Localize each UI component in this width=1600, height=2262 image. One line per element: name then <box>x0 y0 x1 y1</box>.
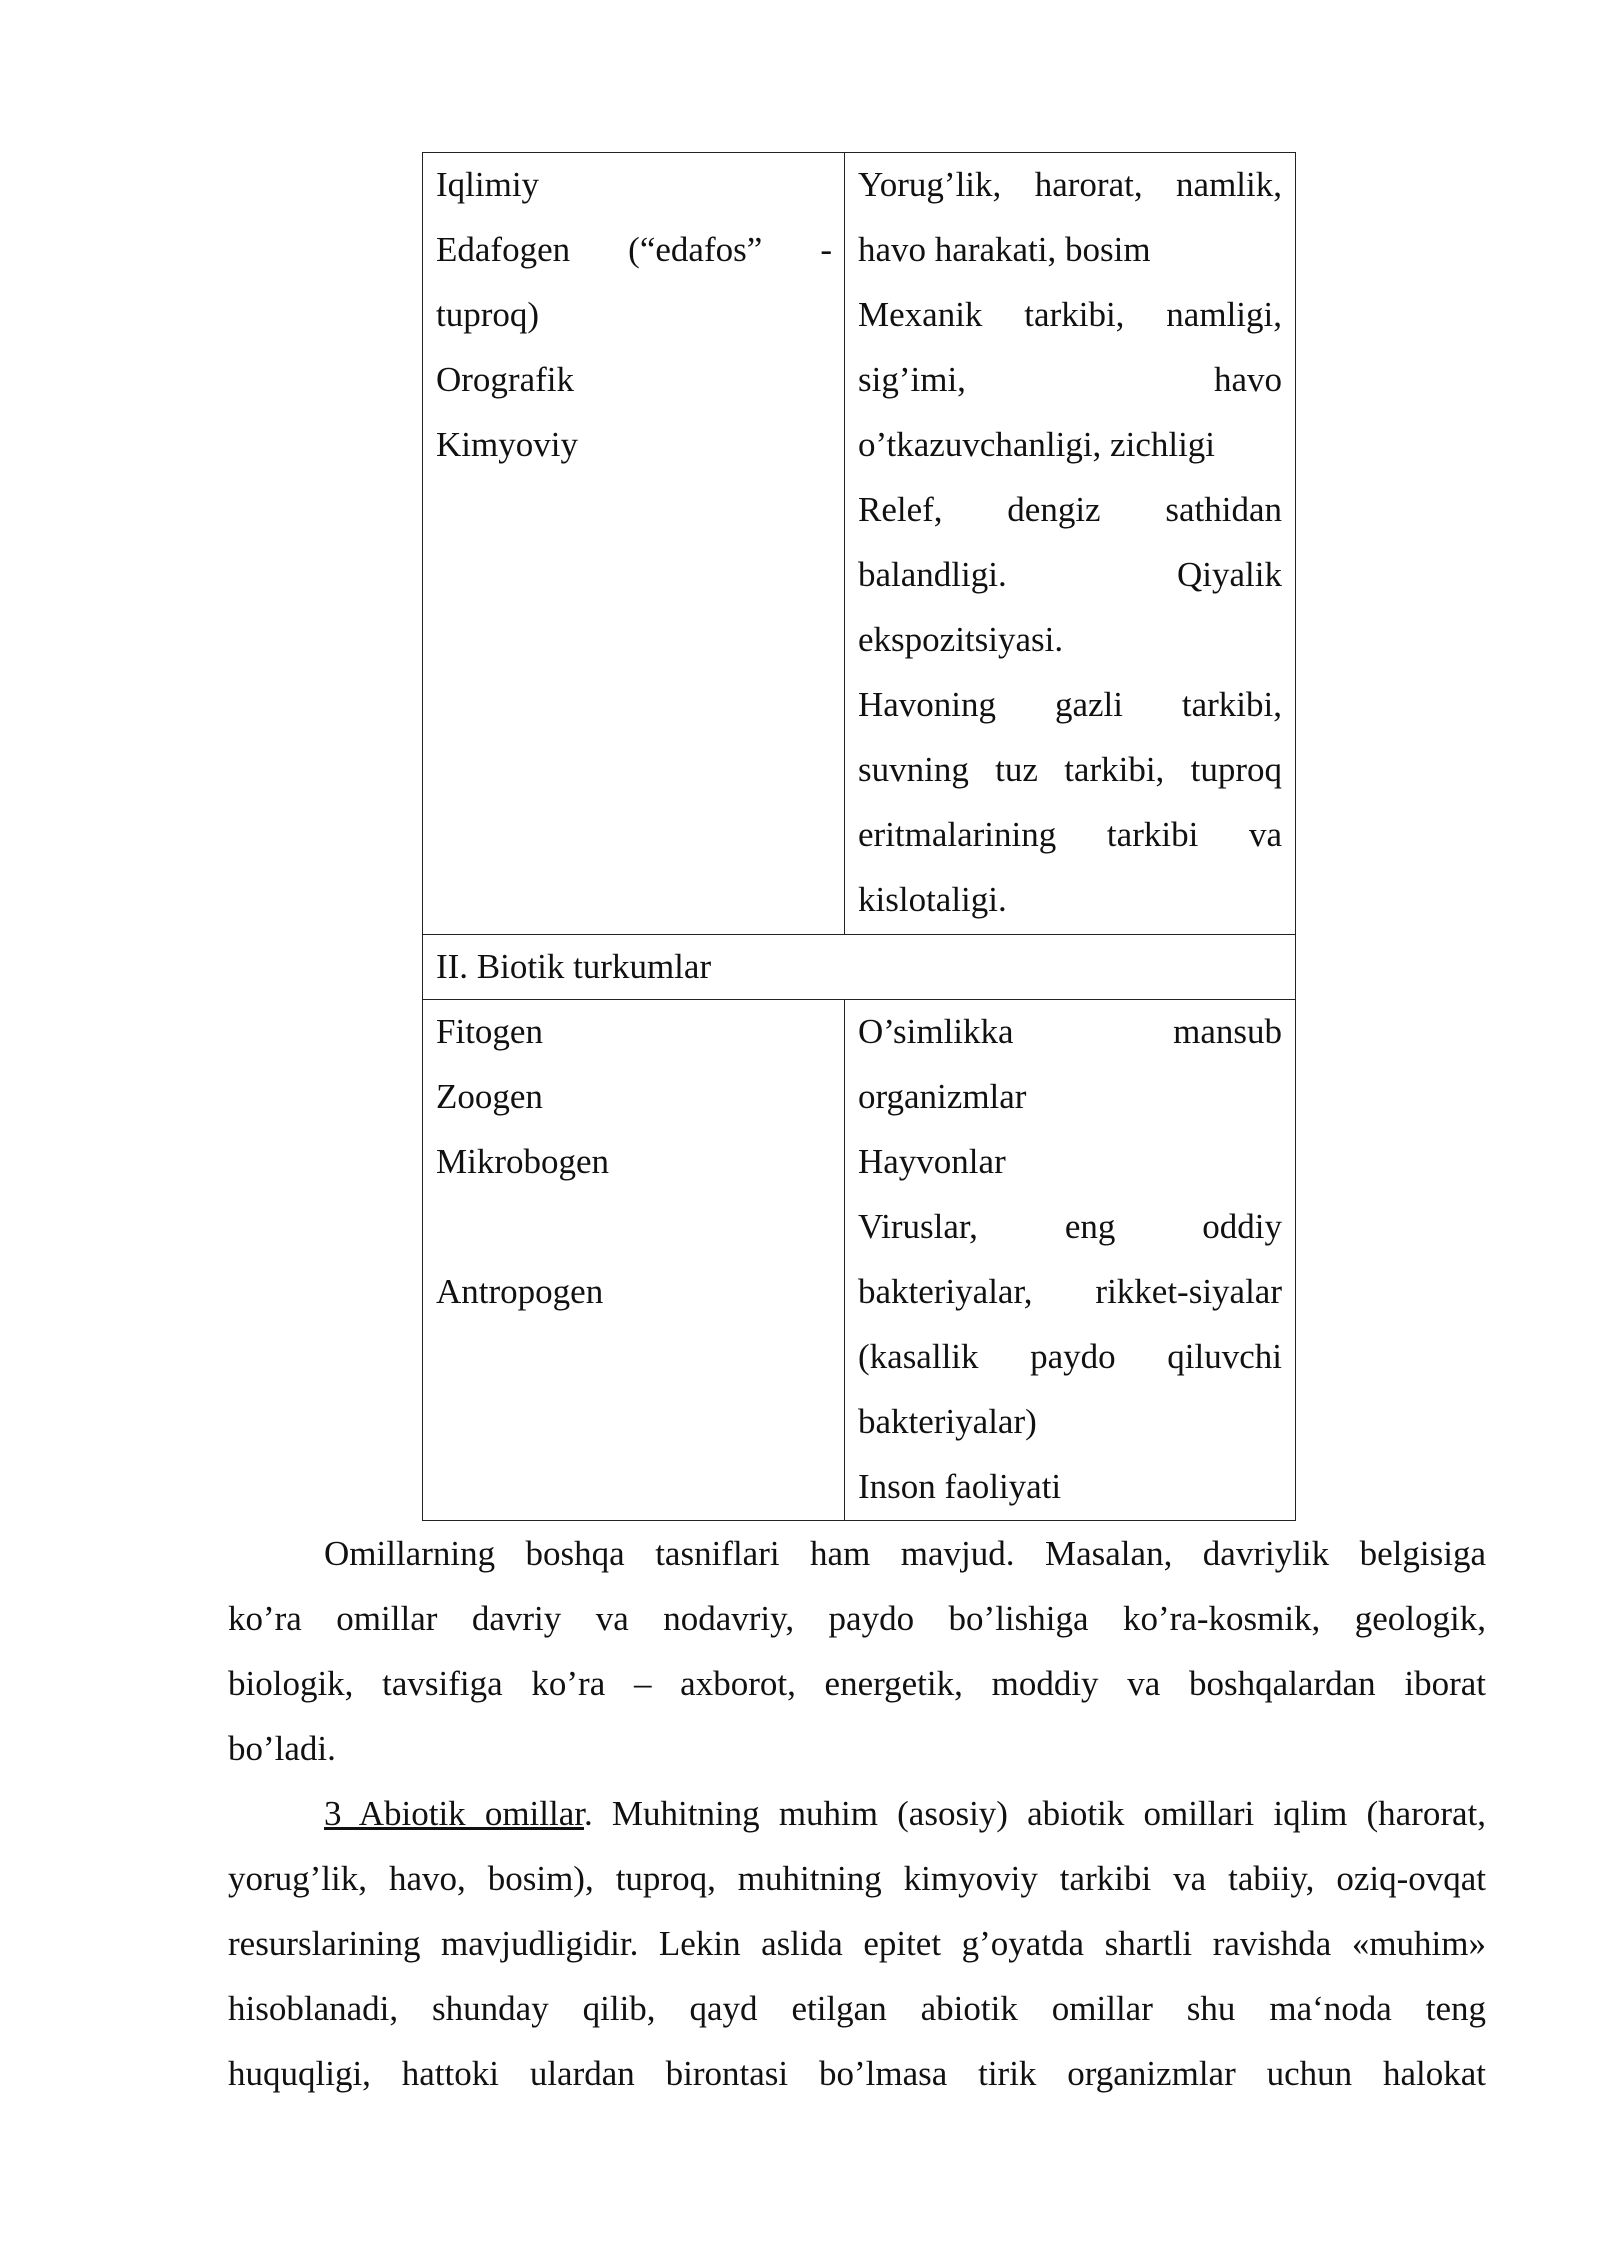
column-divider-top <box>844 152 845 934</box>
table-cell-text: ekspozitsiyasi. <box>858 620 1064 659</box>
paragraph-abiotic-factors <box>228 1781 1486 2106</box>
table-cell-text: organizmlar <box>858 1077 1027 1116</box>
paragraph-line <box>228 1781 1486 1846</box>
paragraph-line: hisoblanadi, shunday qilib, qayd etilgan abiotik omillar shu ma‘noda teng <box>228 1989 1486 2028</box>
paragraph-line: huquqligi, hattoki ulardan birontasi bo’lmasa tirik organizmlar uchun halokat <box>228 2054 1486 2093</box>
biotic-header-text: II. Biotik turkumlar <box>436 947 712 986</box>
paragraph-line: bo’ladi. <box>228 1729 336 1768</box>
table-cell-text: Kimyoviy <box>436 425 578 464</box>
column-divider-bottom <box>844 999 845 1521</box>
biotic-factor-descriptions <box>858 999 1282 1519</box>
table-cell-text: Orografik <box>436 360 575 399</box>
biotic-header-row <box>436 934 1276 999</box>
table-cell-text: Relef, dengiz sathidan <box>858 490 1282 529</box>
factors-table <box>422 152 1296 1521</box>
biotic-factor-names <box>436 999 832 1324</box>
table-cell-text: Havoning gazli tarkibi, <box>858 685 1282 724</box>
table-cell-text: kislotaligi. <box>858 880 1007 919</box>
section-heading: 3 Abiotik omillar <box>324 1794 584 1833</box>
table-cell-text: Zoogen <box>436 1077 543 1116</box>
abiotic-factor-descriptions <box>858 152 1282 932</box>
table-cell-text: tuproq) <box>436 295 540 334</box>
abiotic-factor-names <box>436 152 832 477</box>
paragraph-other-classifications <box>228 1521 1486 1781</box>
table-cell-text: sig’imi, havo <box>858 360 1282 399</box>
table-cell-text: o’tkazuvchanligi, zichligi <box>858 425 1216 464</box>
table-cell-text: havo harakati, bosim <box>858 230 1151 269</box>
paragraph-line: yorug’lik, havo, bosim), tuproq, muhitning kimyoviy tarkibi va tabiiy, oziq-ovqat <box>228 1859 1486 1898</box>
table-cell-text: Yorug’lik, harorat, namlik, <box>858 165 1282 204</box>
table-cell-text: bakteriyalar) <box>858 1402 1037 1441</box>
table-cell-text: Iqlimiy <box>436 165 540 204</box>
table-cell-text: Fitogen <box>436 1012 543 1051</box>
table-cell-text: Hayvonlar <box>858 1142 1006 1181</box>
table-cell-text: eritmalarining tarkibi va <box>858 815 1282 854</box>
table-cell-text: Viruslar, eng oddiy <box>858 1207 1282 1246</box>
paragraph-line: resurslarining mavjudligidir. Lekin aslida epitet g’oyatda shartli ravishda «muhim» <box>228 1924 1486 1963</box>
table-cell-text: balandligi. Qiyalik <box>858 555 1282 594</box>
paragraph-line: Omillarning boshqa tasniflari ham mavjud. Masalan, davriylik belgisiga <box>324 1534 1486 1573</box>
table-cell-text: Inson faoliyati <box>858 1467 1062 1506</box>
table-cell-text: suvning tuz tarkibi, tuproq <box>858 750 1282 789</box>
table-cell-text <box>436 1194 832 1259</box>
paragraph-line: ko’ra omillar davriy va nodavriy, paydo bo’lishiga ko’ra-kosmik, geologik, <box>228 1599 1486 1638</box>
paragraph-line: biologik, tavsifiga ko’ra – axborot, energetik, moddiy va boshqalardan iborat <box>228 1664 1486 1703</box>
table-cell-text: Antropogen <box>436 1272 604 1311</box>
table-cell-text: Mexanik tarkibi, namligi, <box>858 295 1282 334</box>
table-cell-text: bakteriyalar, rikket-siyalar <box>858 1272 1282 1311</box>
table-cell-text: Edafogen (“edafos” - <box>436 230 832 269</box>
table-cell-text: O’simlikka mansub <box>858 1012 1282 1051</box>
paragraph-text: . Muhitning muhim (asosiy) abiotik omillari iqlim (harorat, <box>583 1794 1486 1833</box>
table-cell-text: Mikrobogen <box>436 1142 610 1181</box>
table-cell-text: (kasallik paydo qiluvchi <box>858 1337 1282 1376</box>
